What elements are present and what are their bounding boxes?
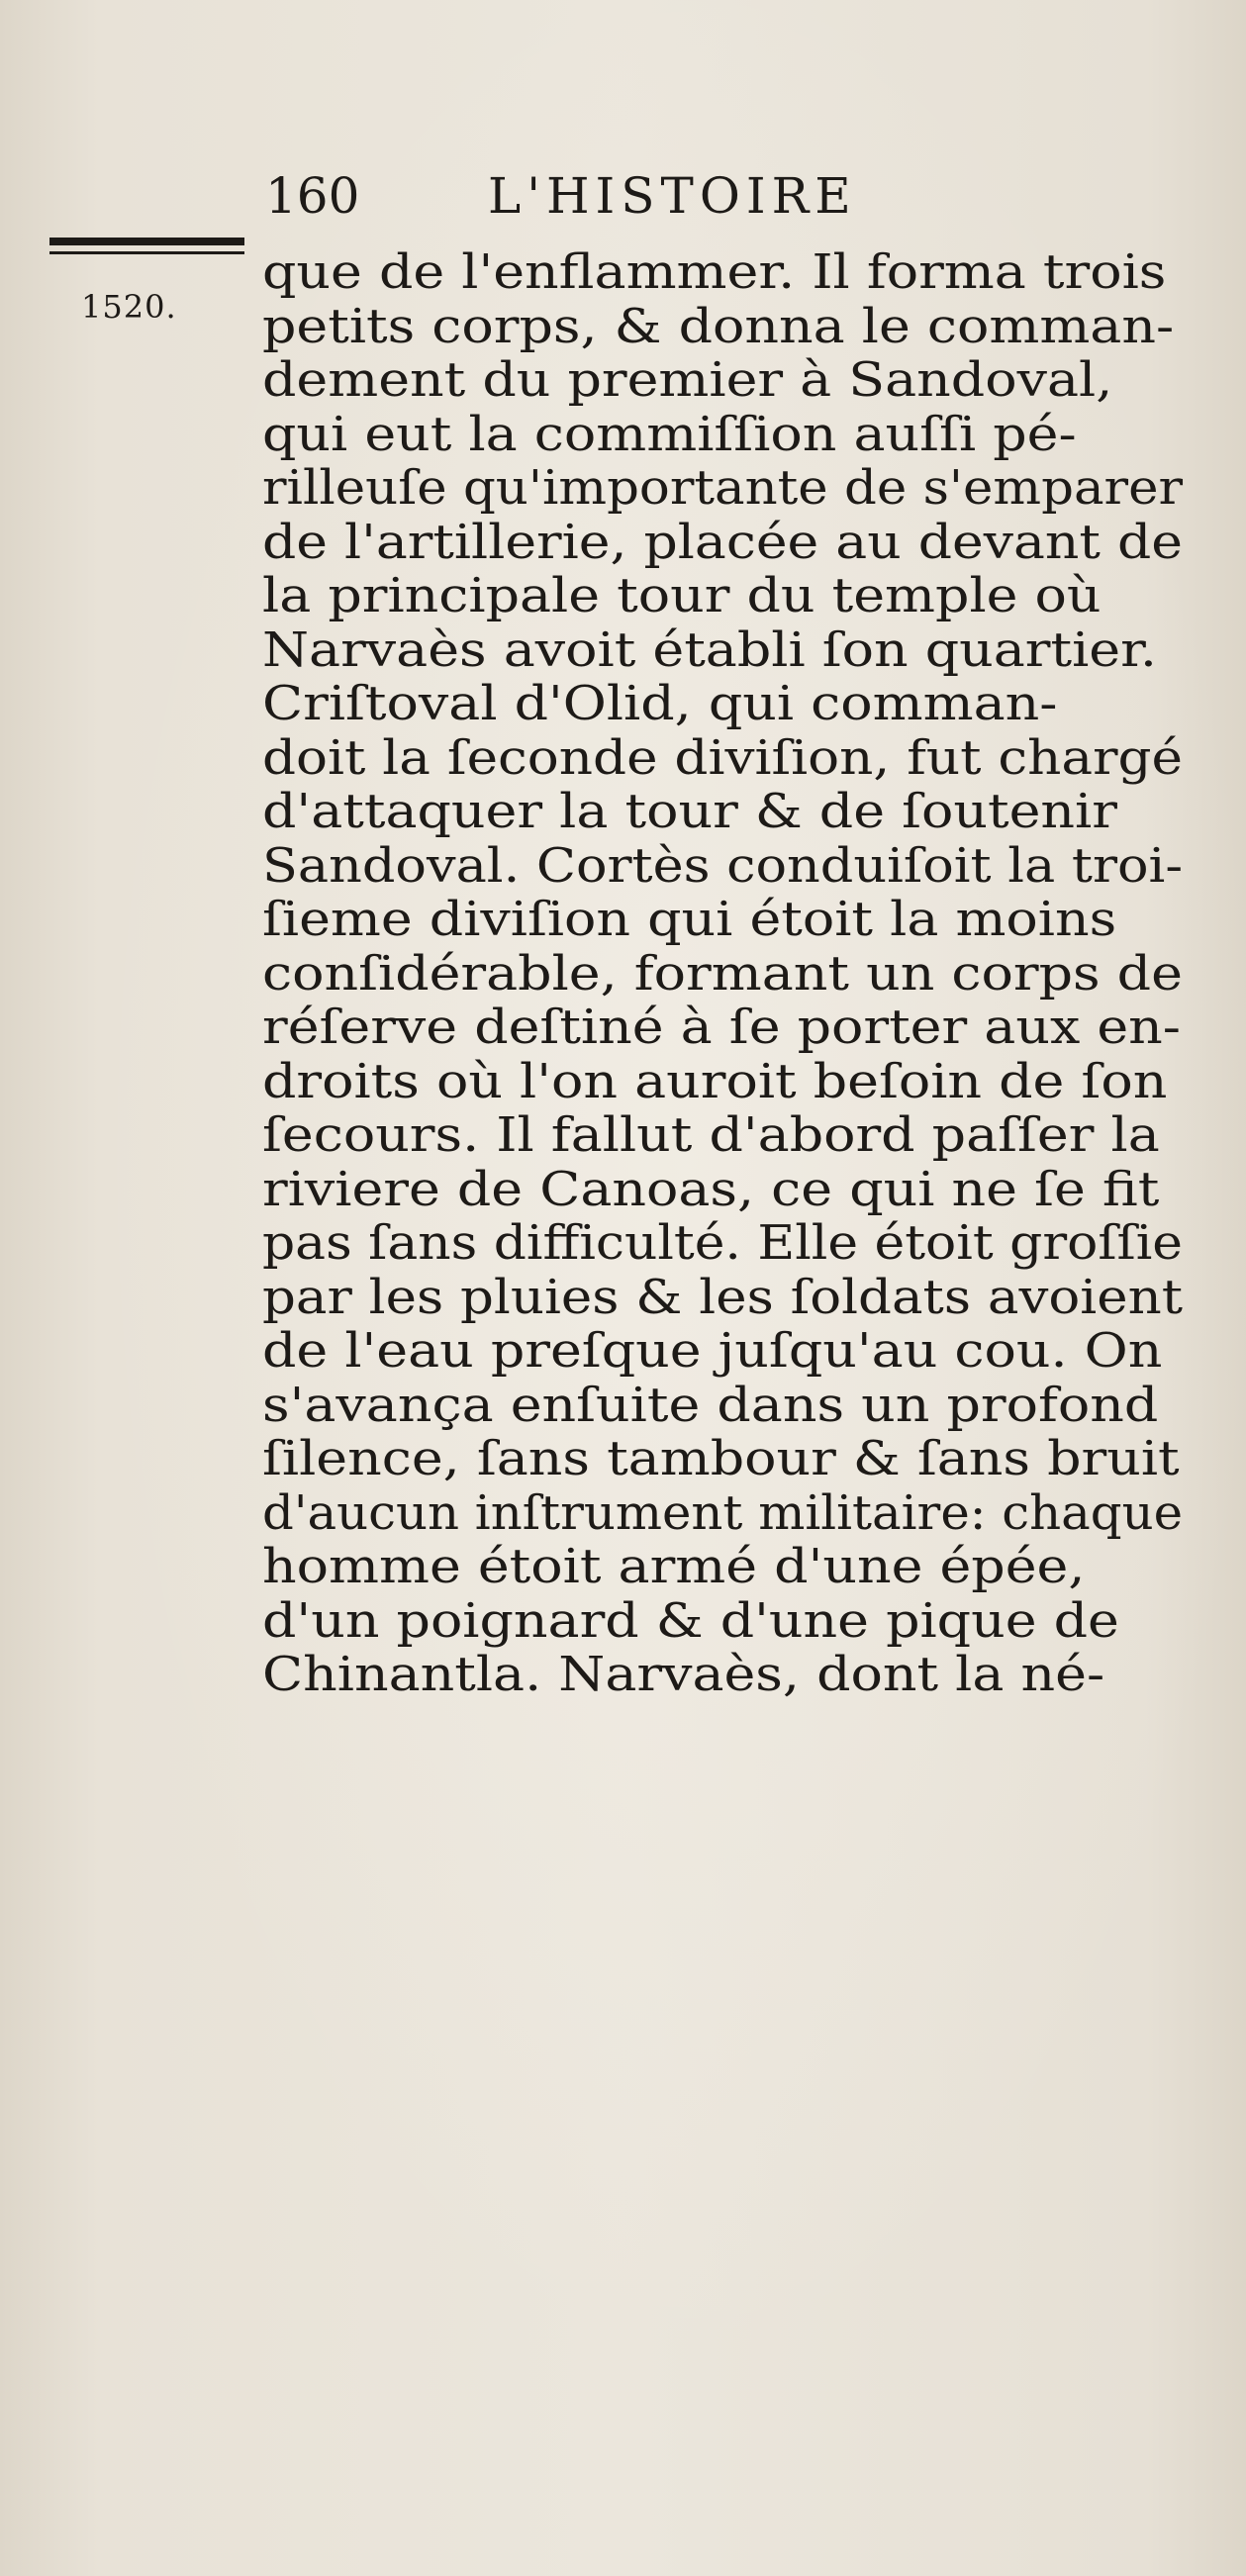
- text-line: d'aucun inſtrument militaire: chaque: [262, 1484, 1184, 1541]
- text-line: homme étoit armé d'une épée,: [262, 1539, 1086, 1594]
- page-number: 160: [265, 167, 360, 225]
- text-line: ſecours. Il fallut d'abord paſſer la: [262, 1107, 1160, 1163]
- body-text: [262, 245, 1183, 1702]
- running-title: L'HISTOIRE: [488, 167, 857, 225]
- text-line: dement du premier à Sandoval,: [262, 352, 1113, 408]
- text-line: d'un poignard & d'une pique de: [262, 1592, 1119, 1649]
- text-line: droits où l'on auroit beſoin de ſon: [262, 1053, 1168, 1109]
- text-line: qui eut la commiſſion auſſi pé-: [262, 406, 1077, 462]
- text-line: par les pluies & les ſoldats avoient: [262, 1269, 1183, 1325]
- text-line: rilleuſe qu'importante de s'emparer: [262, 460, 1184, 516]
- text-line: pas ſans difficulté. Elle étoit groſſie: [262, 1215, 1183, 1271]
- text-line: que de l'enflammer. Il forma trois: [262, 244, 1167, 300]
- margin-rule-thin: [49, 251, 244, 254]
- text-line: de l'artillerie, placée au devant de: [262, 514, 1183, 570]
- text-line: Sandoval. Cortès conduiſoit la troi-: [262, 837, 1184, 894]
- text-line: doit la ſeconde diviſion, fut chargé: [262, 729, 1183, 786]
- text-line: la principale tour du temple où: [262, 568, 1102, 623]
- text-line: d'attaquer la tour & de ſoutenir: [262, 784, 1117, 839]
- margin-rule-thick: [49, 238, 244, 245]
- text-line: ſilence, ſans tambour & ſans bruit: [262, 1431, 1180, 1486]
- text-line: réſerve deſtiné à ſe porter aux en-: [262, 1000, 1181, 1055]
- text-line: Narvaès avoit établi ſon quartier.: [262, 621, 1157, 678]
- marginal-year-note: 1520.: [81, 288, 177, 326]
- text-line: Chinantla. Narvaès, dont la né-: [262, 1647, 1105, 1702]
- text-line: ſieme diviſion qui étoit la moins: [262, 892, 1117, 947]
- text-line: petits corps, & donna le comman-: [262, 298, 1175, 354]
- text-line: de l'eau preſque juſqu'au cou. On: [262, 1323, 1163, 1379]
- text-line: riviere de Canoas, ce qui ne ſe fit: [262, 1161, 1160, 1217]
- text-line: conſidérable, formant un corps de: [262, 945, 1183, 1002]
- text-line: Criſtoval d'Olid, qui comman-: [262, 676, 1058, 731]
- text-line: s'avança enſuite dans un profond: [262, 1377, 1159, 1433]
